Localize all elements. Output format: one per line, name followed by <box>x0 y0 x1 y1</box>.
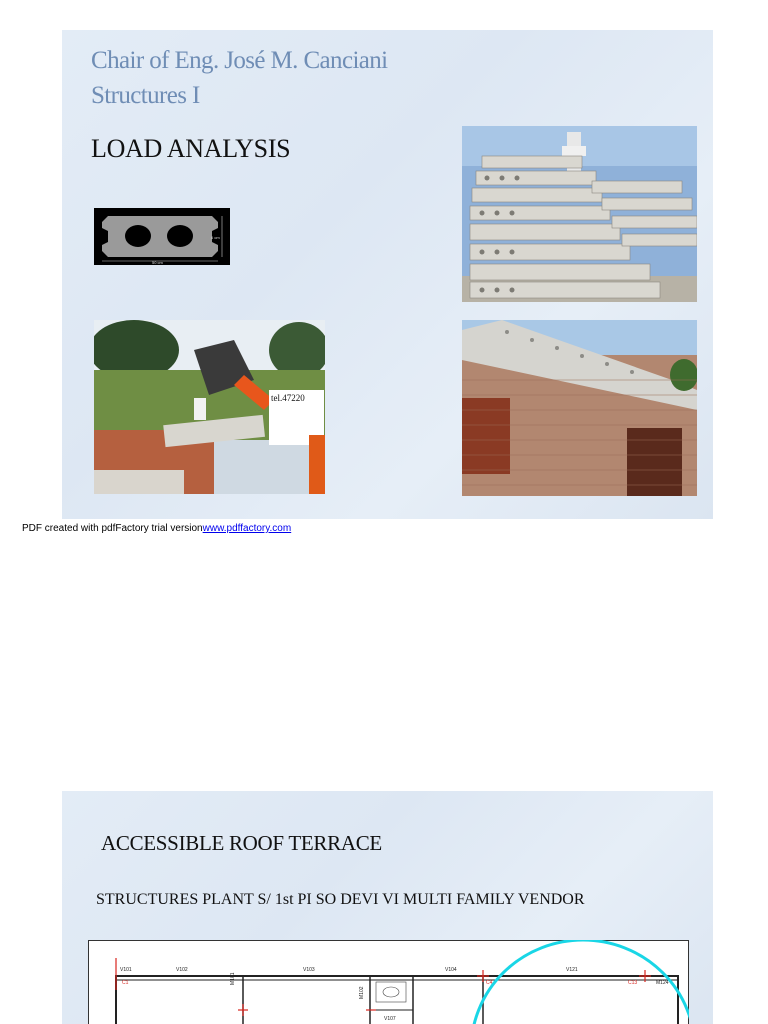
slide-subtitle: STRUCTURES PLANT S/ 1st PI SO DEVI VI MULTI FAMILY VENDOR <box>96 891 585 908</box>
beam-label-v102: V102 <box>176 967 188 973</box>
beam-label-v121: V121 <box>566 967 578 973</box>
slide-header-chair: Chair of Eng. José M. Canciani <box>91 47 388 74</box>
column-label-c13: C13 <box>628 980 638 986</box>
stacked-slabs-photo <box>462 126 697 302</box>
slab-height-label: 6 cm <box>211 235 220 240</box>
slide-load-analysis <box>62 30 713 519</box>
slide-header-course: Structures I <box>91 82 200 109</box>
hollow-slab-section-drawing <box>94 208 230 265</box>
slab-width-label: 50 cm <box>152 260 163 265</box>
crane-installation-photo <box>94 320 325 494</box>
column-label-c1: C1 <box>122 980 129 986</box>
slide-roof-terrace <box>62 791 713 1024</box>
beam-label-m124: M124 <box>656 980 669 986</box>
beam-label-v104: V104 <box>445 967 457 973</box>
construction-sign-text: tel.47220 <box>271 393 305 403</box>
beam-label-v103: V103 <box>303 967 315 973</box>
pdffactory-link[interactable]: www.pdffactory.com <box>202 523 292 534</box>
slide-title: LOAD ANALYSIS <box>91 134 291 163</box>
column-label-c4: C4 <box>486 980 493 986</box>
slide-title: ACCESSIBLE ROOF TERRACE <box>101 831 382 855</box>
wall-label-m102: M102 <box>359 986 365 999</box>
beam-label-v101: V101 <box>120 967 132 973</box>
brick-wall-roof-photo <box>462 320 697 496</box>
pdf-footer-text: PDF created with pdfFactory trial version <box>22 523 203 534</box>
pdf-footer <box>22 523 291 534</box>
wall-label-m101: M101 <box>230 972 236 985</box>
beam-label-v107: V107 <box>384 1016 396 1022</box>
structural-floor-plan <box>88 940 689 1024</box>
